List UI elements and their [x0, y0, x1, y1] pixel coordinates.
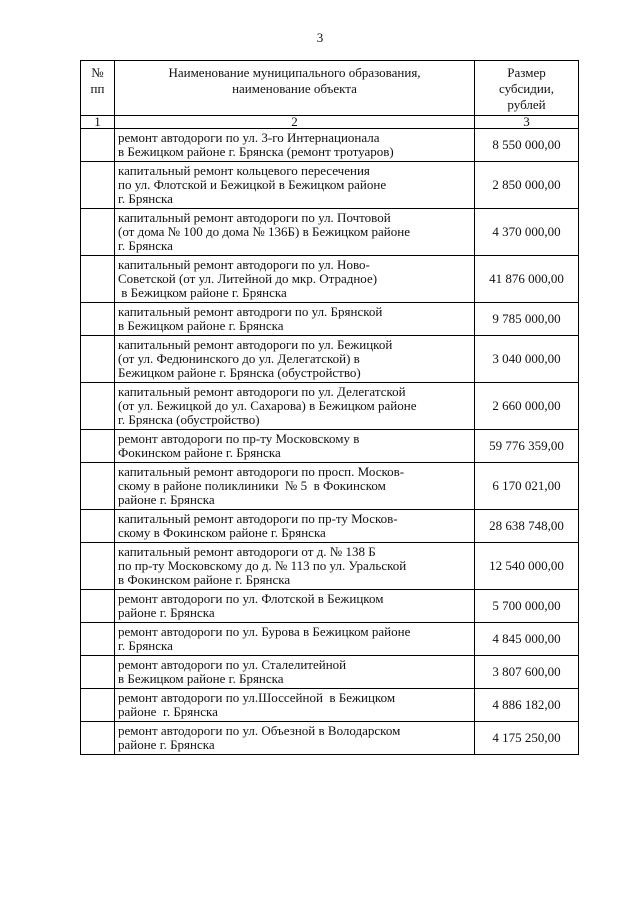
- object-name-line: капитальный ремонт автодороги от д. № 138 Б: [118, 544, 376, 559]
- object-name-line: (от ул. Бежицкой до ул. Сахарова) в Бежицком районе: [118, 398, 417, 413]
- subsidy-amount-cell: 4 845 000,00: [475, 623, 579, 656]
- object-name-cell: [115, 463, 475, 510]
- subsidy-table: [80, 60, 579, 755]
- row-number-cell: [81, 623, 115, 656]
- column-number: 3: [475, 116, 579, 129]
- object-name-line: капитальный ремонт кольцевого пересечения: [118, 163, 370, 178]
- object-name-line: г. Брянска: [118, 238, 173, 253]
- object-name-line: капитальный ремонт автодроги по ул. Брянской: [118, 304, 383, 319]
- object-name-line: (от дома № 100 до дома № 136Б) в Бежицком районе: [118, 224, 410, 239]
- object-name-line: по ул. Флотской и Бежицкой в Бежицком районе: [118, 177, 387, 192]
- object-name-line: ремонт автодороги по ул. 3-го Интернационала: [118, 130, 380, 145]
- table-row: [81, 463, 579, 510]
- row-number-cell: [81, 162, 115, 209]
- table-row: [81, 129, 579, 162]
- header-amount-line: Размер: [507, 65, 546, 80]
- object-name-line: в Бежицком районе г. Брянска: [118, 285, 287, 300]
- object-name-line: г. Брянска (обустройство): [118, 412, 260, 427]
- object-name-line: г. Брянска: [118, 638, 173, 653]
- object-name-cell: [115, 656, 475, 689]
- subsidy-amount-cell: 3 807 600,00: [475, 656, 579, 689]
- object-name-cell: [115, 689, 475, 722]
- table-row: [81, 543, 579, 590]
- object-name-line: Советской (от ул. Литейной до мкр. Отрадное): [118, 271, 378, 286]
- header-name: [115, 61, 475, 116]
- row-number-cell: [81, 656, 115, 689]
- header-amount-line: субсидии,: [498, 81, 555, 96]
- object-name-cell: [115, 543, 475, 590]
- subsidy-amount-cell: 2 660 000,00: [475, 383, 579, 430]
- object-name-line: капитальный ремонт автодороги по ул. Делегатской: [118, 384, 406, 399]
- object-name-line: Фокинском районе г. Брянска: [118, 445, 281, 460]
- row-number-cell: [81, 463, 115, 510]
- header-number-line: пп: [90, 81, 105, 96]
- table-row: [81, 209, 579, 256]
- object-name-cell: [115, 162, 475, 209]
- table-header-row: [81, 61, 579, 116]
- table-row: [81, 722, 579, 755]
- object-name-line: ремонт автодороги по ул.Шоссейной в Бежицком: [118, 690, 396, 705]
- row-number-cell: [81, 256, 115, 303]
- object-name-cell: [115, 623, 475, 656]
- row-number-cell: [81, 722, 115, 755]
- object-name-line: в Фокинском районе г. Брянска: [118, 572, 291, 587]
- row-number-cell: [81, 336, 115, 383]
- object-name-line: районе г. Брянска: [118, 704, 218, 719]
- object-name-line: ремонт автодороги по ул. Бурова в Бежицком районе: [118, 624, 411, 639]
- object-name-line: по пр-ту Московскому до д. № 113 по ул. Уральской: [118, 558, 407, 573]
- object-name-cell: [115, 129, 475, 162]
- header-amount-line: рублей: [507, 97, 546, 112]
- header-number: [81, 61, 115, 116]
- object-name-line: районе г. Брянска: [118, 737, 215, 752]
- row-number-cell: [81, 383, 115, 430]
- table-row: [81, 430, 579, 463]
- subsidy-amount-cell: 9 785 000,00: [475, 303, 579, 336]
- object-name-line: ремонт автодороги по ул. Флотской в Бежицком: [118, 591, 384, 606]
- table-row: [81, 623, 579, 656]
- object-name-line: (от ул. Федюнинского до ул. Делегатской) в: [118, 351, 360, 366]
- object-name-line: капитальный ремонт автодороги по ул. Бежицкой: [118, 337, 393, 352]
- subsidy-amount-cell: 59 776 359,00: [475, 430, 579, 463]
- subsidy-amount-cell: 2 850 000,00: [475, 162, 579, 209]
- subsidy-amount-cell: 5 700 000,00: [475, 590, 579, 623]
- row-number-cell: [81, 543, 115, 590]
- subsidy-amount-cell: 4 370 000,00: [475, 209, 579, 256]
- table-row: [81, 162, 579, 209]
- object-name-line: Бежицком районе г. Брянска (обустройство): [118, 365, 361, 380]
- subsidy-amount-cell: 8 550 000,00: [475, 129, 579, 162]
- table-row: [81, 336, 579, 383]
- table-row: [81, 256, 579, 303]
- header-name-line: Наименование муниципального образования,: [168, 65, 421, 80]
- object-name-line: скому в Фокинском районе г. Брянска: [118, 525, 326, 540]
- object-name-cell: [115, 303, 475, 336]
- subsidy-amount-cell: 4 175 250,00: [475, 722, 579, 755]
- subsidy-amount-cell: 12 540 000,00: [475, 543, 579, 590]
- page-number: 3: [316, 30, 324, 45]
- row-number-cell: [81, 303, 115, 336]
- header-amount: [475, 61, 579, 116]
- object-name-line: в Бежицком районе г. Брянска: [118, 318, 284, 333]
- header-name-line: наименование объекта: [232, 81, 357, 96]
- object-name-line: капитальный ремонт автодороги по ул. Ново-: [118, 257, 370, 272]
- object-name-line: капитальный ремонт автодороги по ул. Почтовой: [118, 210, 391, 225]
- object-name-line: в Бежицком районе г. Брянска (ремонт тротуаров): [118, 144, 394, 159]
- column-number: 1: [81, 116, 115, 129]
- object-name-line: капитальный ремонт автодороги по просп. Москов-: [118, 464, 405, 479]
- table-row: [81, 590, 579, 623]
- object-name-line: в Бежицком районе г. Брянска: [118, 671, 284, 686]
- object-name-line: капитальный ремонт автодороги по пр-ту Москов-: [118, 511, 398, 526]
- row-number-cell: [81, 510, 115, 543]
- object-name-line: ремонт автодороги по пр-ту Московскому в: [118, 431, 360, 446]
- row-number-cell: [81, 430, 115, 463]
- object-name-cell: [115, 430, 475, 463]
- row-number-cell: [81, 129, 115, 162]
- object-name-cell: [115, 722, 475, 755]
- object-name-line: г. Брянска: [118, 191, 173, 206]
- column-number-row: [81, 116, 579, 129]
- object-name-line: ремонт автодороги по ул. Сталелитейной: [118, 657, 347, 672]
- object-name-line: районе г. Брянска: [118, 492, 215, 507]
- table-row: [81, 303, 579, 336]
- object-name-cell: [115, 383, 475, 430]
- subsidy-amount-cell: 3 040 000,00: [475, 336, 579, 383]
- object-name-cell: [115, 336, 475, 383]
- object-name-cell: [115, 209, 475, 256]
- subsidy-amount-cell: 41 876 000,00: [475, 256, 579, 303]
- object-name-cell: [115, 256, 475, 303]
- subsidy-amount-cell: 28 638 748,00: [475, 510, 579, 543]
- table-row: [81, 689, 579, 722]
- row-number-cell: [81, 209, 115, 256]
- object-name-cell: [115, 590, 475, 623]
- object-name-line: районе г. Брянска: [118, 605, 215, 620]
- object-name-line: ремонт автодороги по ул. Объезной в Володарском: [118, 723, 401, 738]
- object-name-cell: [115, 510, 475, 543]
- table-row: [81, 656, 579, 689]
- table-row: [81, 510, 579, 543]
- subsidy-amount-cell: 4 886 182,00: [475, 689, 579, 722]
- header-number-line: №: [91, 65, 104, 80]
- column-number: 2: [115, 116, 475, 129]
- row-number-cell: [81, 689, 115, 722]
- table-row: [81, 383, 579, 430]
- row-number-cell: [81, 590, 115, 623]
- object-name-line: скому в районе поликлиники № 5 в Фокинском: [118, 478, 386, 493]
- subsidy-amount-cell: 6 170 021,00: [475, 463, 579, 510]
